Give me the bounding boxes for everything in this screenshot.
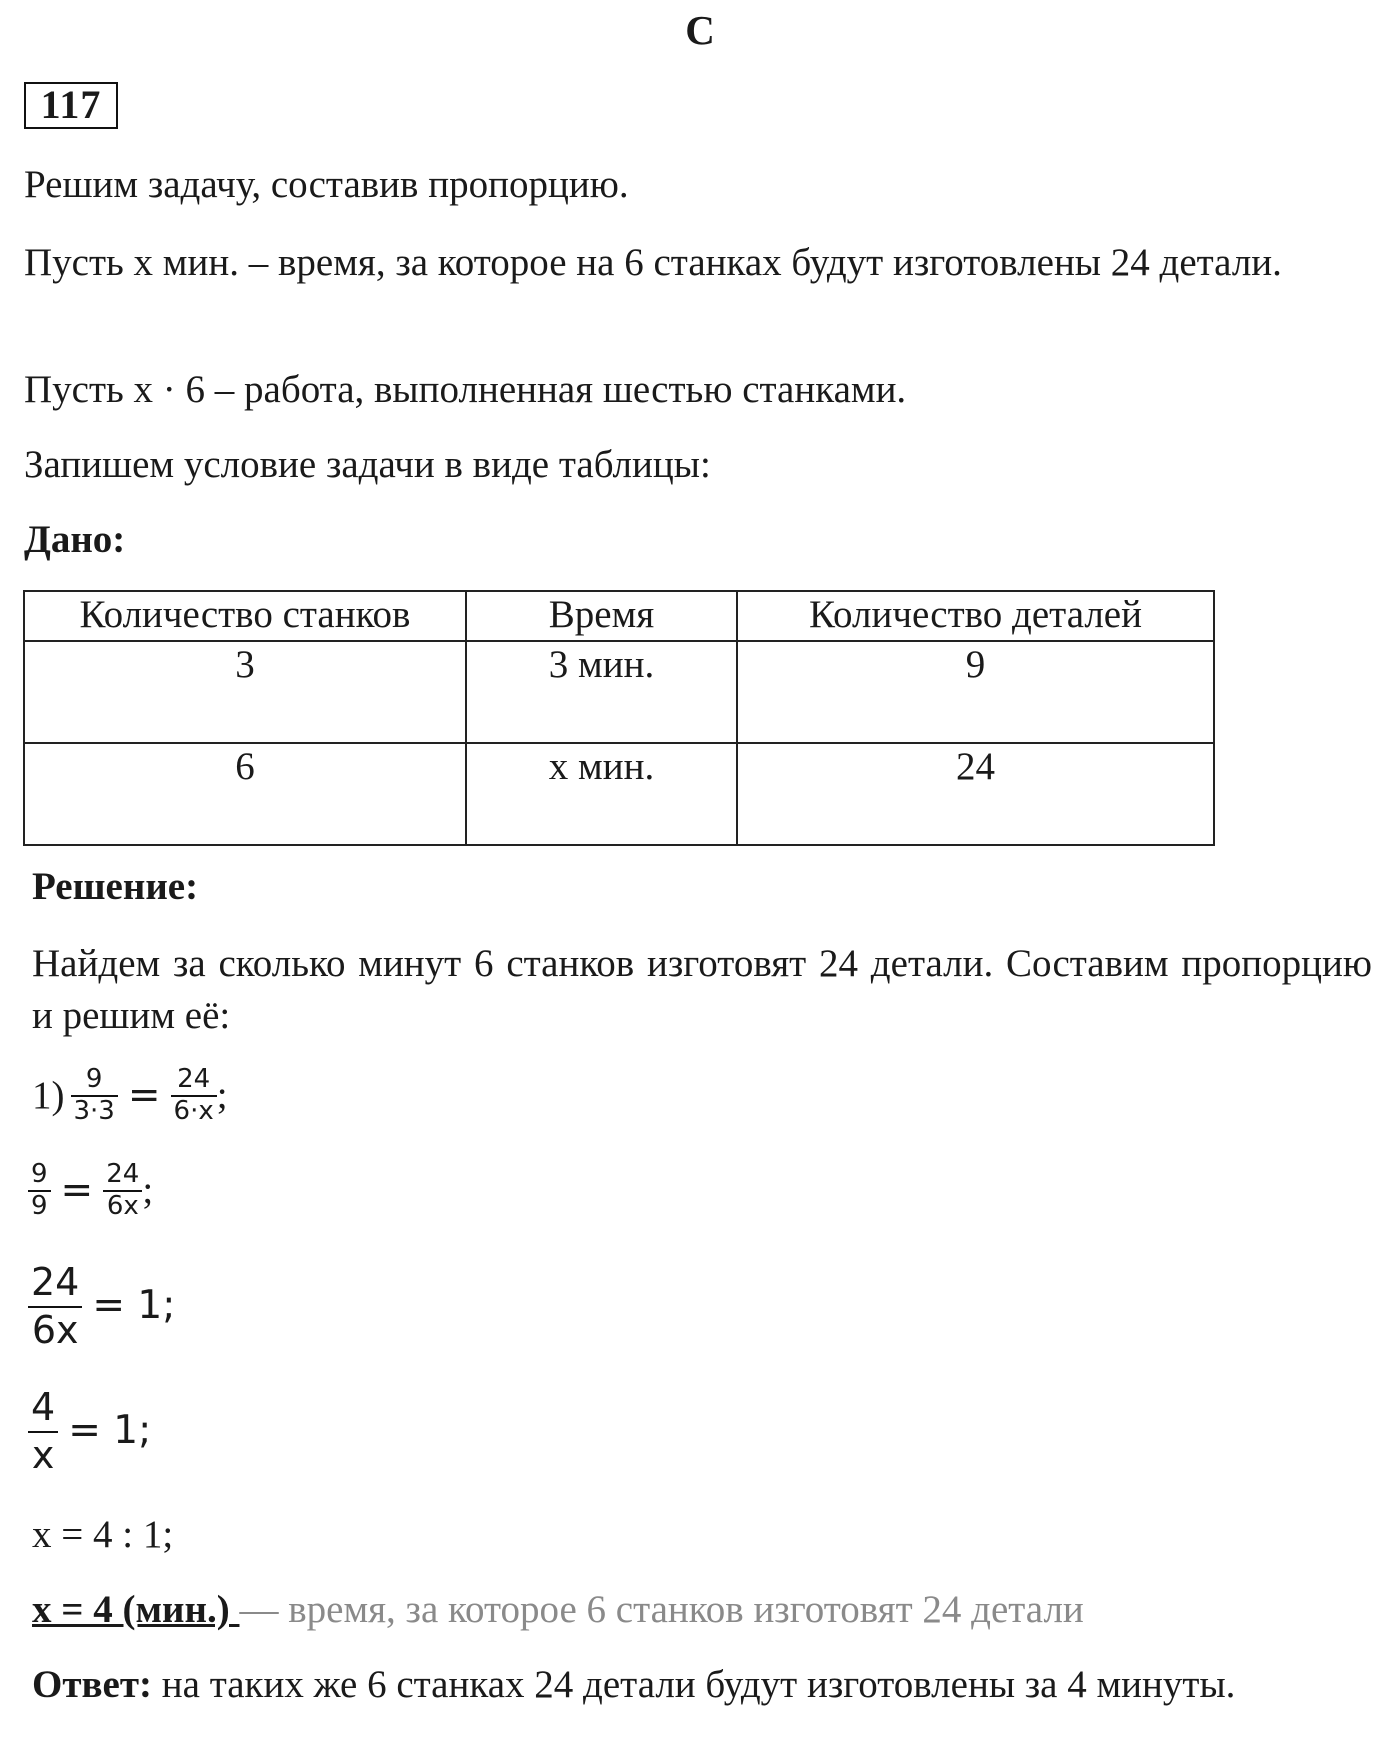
table-row (24, 743, 1214, 845)
equation-rest: = 1; (68, 1408, 152, 1454)
section-letter: С (685, 7, 715, 53)
answer-label: Ответ: (32, 1663, 153, 1706)
table-header: Время (466, 591, 737, 641)
intro-line-1: Решим задачу, составив пропорцию. (24, 163, 629, 206)
table-cell: 9 (737, 641, 1214, 743)
numerator: 9 (31, 1159, 48, 1189)
denominator: 6·x (173, 1095, 214, 1126)
fraction (171, 1065, 217, 1127)
fraction (71, 1065, 118, 1127)
equals-sign: = (60, 1167, 94, 1213)
equation-step-4 (28, 1385, 151, 1478)
equation-step-1 (32, 1065, 228, 1127)
denominator: x (31, 1432, 55, 1477)
intro-line-2: Пусть х мин. – время, за которое на 6 станках будут изготовлены 24 детали. (24, 241, 1282, 284)
table-header: Количество деталей (737, 591, 1214, 641)
denominator: 6x (106, 1190, 139, 1221)
answer-line (32, 1660, 1372, 1711)
fraction (28, 1385, 58, 1478)
step-number: 1) (32, 1073, 65, 1117)
denominator: 3·3 (73, 1095, 115, 1126)
numerator: 24 (177, 1064, 211, 1094)
table-cell: 6 (24, 743, 466, 845)
numerator: 4 (31, 1385, 56, 1429)
given-table (23, 590, 1215, 846)
semicolon: ; (142, 1168, 154, 1212)
fraction (28, 1160, 51, 1222)
equation-rest: = 1; (92, 1283, 176, 1329)
result-value: х = 4 (мин.) (32, 1588, 240, 1631)
equation-step-3 (28, 1260, 175, 1353)
result-note: — время, за которое 6 станков изготовят 24 детали (239, 1588, 1084, 1631)
table-row (24, 641, 1214, 743)
table-header: Количество станков (24, 591, 466, 641)
answer-text: на таких же 6 станках 24 детали будут изготовлены за 4 минуты. (152, 1663, 1236, 1706)
fraction (28, 1260, 82, 1353)
result-line (32, 1585, 1372, 1636)
numerator: 24 (106, 1159, 140, 1189)
equals-sign: = (127, 1072, 161, 1118)
numerator: 9 (85, 1064, 103, 1094)
solution-label: Решение: (32, 865, 199, 908)
fraction (103, 1160, 142, 1222)
intro-line-4: Запишем условие задачи в виде таблицы: (24, 443, 711, 486)
table-cell: 3 мин. (466, 641, 737, 743)
equation-step-5: х = 4 : 1; (32, 1513, 174, 1556)
intro-line-3: Пусть х · 6 – работа, выполненная шестью станками. (24, 368, 907, 411)
solution-text: Найдем за сколько минут 6 станков изготовят 24 детали. Составим пропорцию и решим её: (32, 942, 1372, 1037)
denominator: 9 (31, 1190, 48, 1221)
table-cell: х мин. (466, 743, 737, 845)
table-cell: 24 (737, 743, 1214, 845)
denominator: 6x (31, 1307, 79, 1352)
table-cell: 3 (24, 641, 466, 743)
problem-number: 117 (24, 82, 118, 129)
semicolon: ; (216, 1073, 228, 1117)
equation-step-2 (28, 1160, 153, 1222)
table-header-row (24, 591, 1214, 641)
given-label: Дано: (24, 518, 126, 561)
numerator: 24 (31, 1260, 80, 1304)
